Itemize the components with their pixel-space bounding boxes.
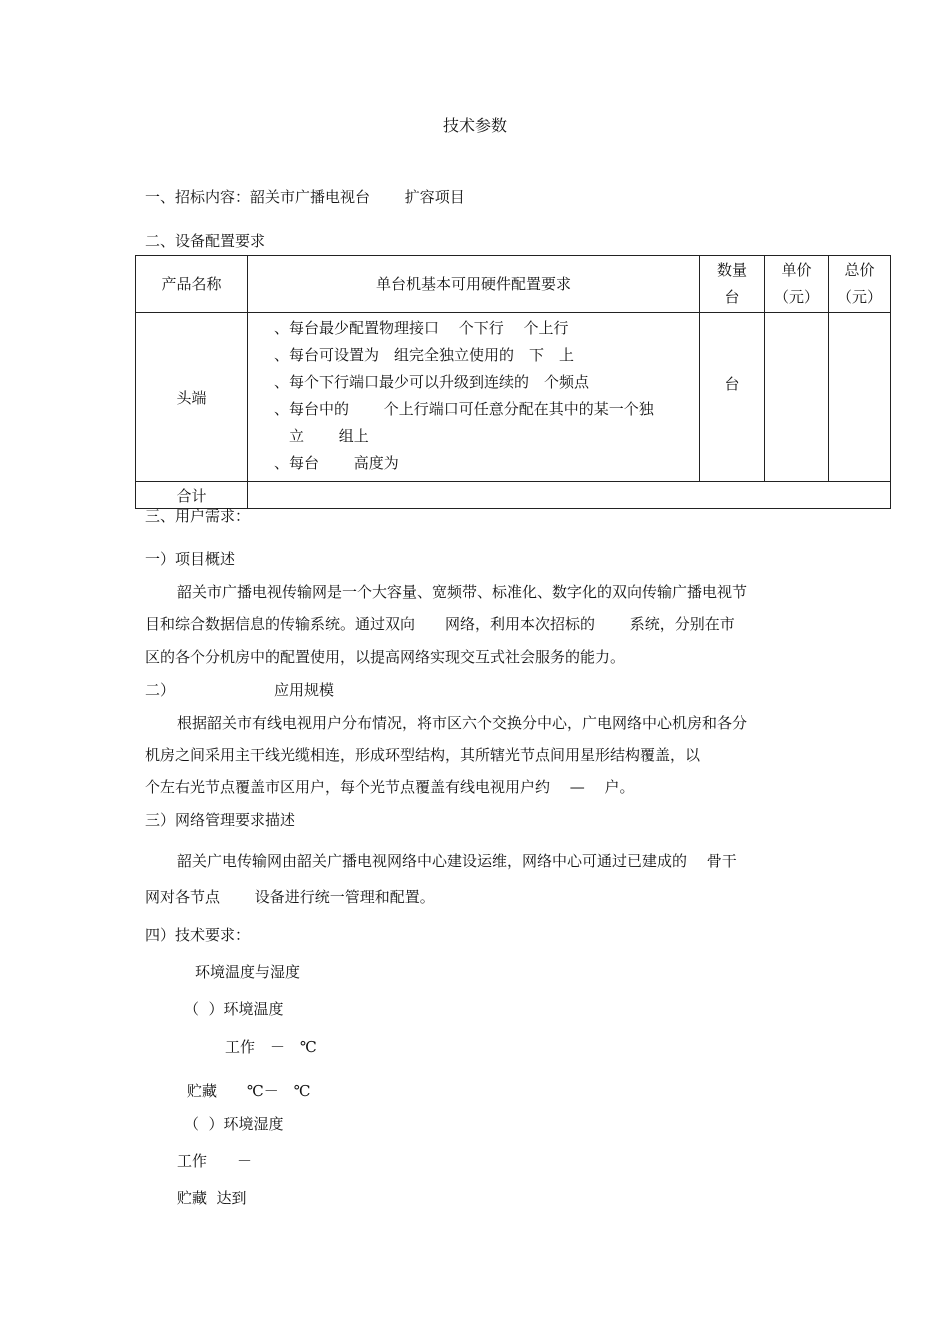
header-quantity-unit: 台 xyxy=(724,288,740,306)
header-product-name: 产品名称 xyxy=(136,256,248,313)
header-requirements: 单台机基本可用硬件配置要求 xyxy=(248,256,700,313)
page-title: 技术参数 xyxy=(442,116,507,135)
humidity-working: 工作 － xyxy=(177,1152,253,1170)
cell-requirements xyxy=(248,313,700,482)
header-unit-price-label: 单价 xyxy=(781,261,812,279)
cell-product-headend: 头端 xyxy=(136,313,248,482)
header-unit-price-unit: （元） xyxy=(773,288,819,306)
paragraph-line: 根据韶关市有线电视用户分布情况，将市区六个交换分中心，广电网络中心机房和各分 xyxy=(177,714,748,732)
paragraph-line: 目和综合数据信息的传输系统。通过双向 网络，利用本次招标的 系统，分别在市 xyxy=(145,615,735,633)
header-total-price xyxy=(829,256,891,313)
heading-environment: 环境温度与湿度 xyxy=(195,963,301,981)
requirement-item: 、每台 高度为 xyxy=(274,454,399,472)
paragraph-line: 机房之间采用主干线光缆相连，形成环型结构，其所辖光节点间用星形结构覆盖，以 xyxy=(145,746,701,764)
temperature-storage: 贮藏 ℃－ ℃ xyxy=(187,1082,311,1100)
cell-unit-price xyxy=(765,313,829,482)
table-header-row xyxy=(136,256,891,313)
table-summary-row xyxy=(136,482,891,509)
heading-project-overview: 一）项目概述 xyxy=(145,550,236,568)
section-equipment-config: 二、设备配置要求 xyxy=(145,232,266,250)
heading-humidity: （ ）环境湿度 xyxy=(184,1115,284,1133)
cell-summary-label: 合计 xyxy=(136,482,248,509)
header-quantity-label: 数量 xyxy=(716,261,747,279)
section-user-requirements: 三、用户需求： xyxy=(145,507,251,525)
paragraph-line: 个左右光节点覆盖市区用户，每个光节点覆盖有线电视用户约 — 户。 xyxy=(145,778,635,796)
requirement-item: 、每个下行端口最少可以升级到连续的 个频点 xyxy=(274,373,590,391)
paragraph-line: 韶关广电传输网由韶关广播电视网络中心建设运维，网络中心可通过已建成的 骨干 xyxy=(177,852,737,870)
paragraph-line: 网对各节点 设备进行统一管理和配置。 xyxy=(145,888,435,906)
section-bidding-content: 一、招标内容：韶关市广播电视台 扩容项目 xyxy=(145,188,465,206)
paragraph-line: 区的各个分机房中的配置使用，以提高网络实现交互式社会服务的能力。 xyxy=(145,648,626,666)
section-technical-requirements: 四）技术要求： xyxy=(145,926,251,944)
requirement-item: 、每台最少配置物理接口 个下行 个上行 xyxy=(274,319,569,337)
heading-application-scale: 应用规模 xyxy=(274,681,335,699)
header-total-price-unit: （元） xyxy=(836,288,882,306)
heading-application-scale-prefix: 二） xyxy=(145,681,176,699)
header-quantity xyxy=(700,256,765,313)
cell-total-price xyxy=(829,313,891,482)
header-unit-price xyxy=(765,256,829,313)
config-table xyxy=(135,255,891,509)
heading-network-management: 三）网络管理要求描述 xyxy=(145,811,296,829)
requirement-item: 立 组上 xyxy=(274,427,369,445)
humidity-storage: 贮藏 达到 xyxy=(177,1189,247,1207)
heading-temperature: （ ）环境温度 xyxy=(184,1000,284,1018)
requirement-item: 、每台可设置为 组完全独立使用的 下 上 xyxy=(274,346,575,364)
cell-summary-value xyxy=(248,482,891,509)
paragraph-line: 韶关市广播电视传输网是一个大容量、宽频带、标准化、数字化的双向传输广播电视节 xyxy=(177,583,748,601)
cell-quantity: 台 xyxy=(700,313,765,482)
requirement-item: 、每台中的 个上行端口可任意分配在其中的某一个独 xyxy=(274,400,654,418)
header-total-price-label: 总价 xyxy=(844,261,875,279)
table-row xyxy=(136,313,891,482)
temperature-working: 工作 － ℃ xyxy=(225,1038,317,1056)
